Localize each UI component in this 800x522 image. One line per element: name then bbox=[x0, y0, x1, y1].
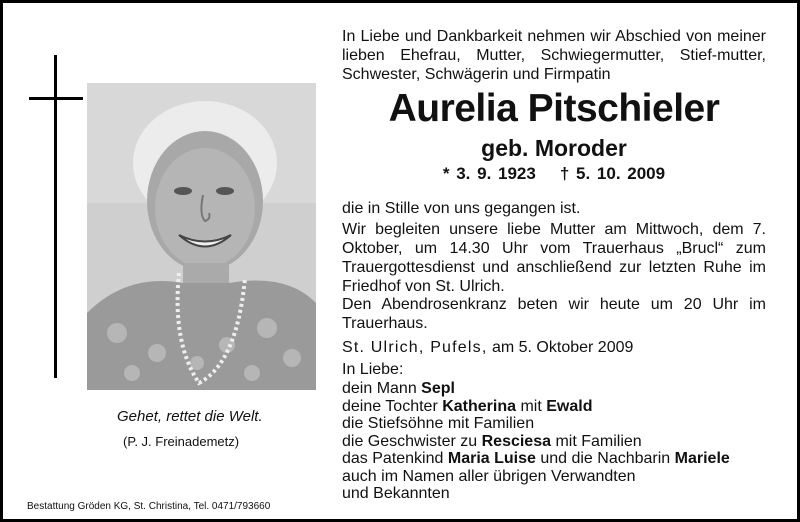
portrait-photo bbox=[87, 83, 316, 390]
motto-quote: Gehet, rettet die Welt. bbox=[117, 408, 263, 425]
deceased-name: Aurelia Pitschieler bbox=[388, 87, 720, 130]
maiden-name: geb. Moroder bbox=[481, 135, 627, 161]
passing-text: die in Stille von uns gegangen ist. bbox=[342, 200, 581, 217]
rosary-details: Den Abendrosenkranz beten wir heute um 20 Uhr im Trauerhaus. bbox=[342, 296, 766, 332]
place-date-line bbox=[342, 338, 766, 357]
list-item: das Patenkind Maria Luise und die Nachbarin Mariele bbox=[342, 450, 730, 467]
mourners-list bbox=[342, 380, 766, 503]
cross-symbol-vertical bbox=[54, 55, 57, 378]
cross-symbol-horizontal bbox=[29, 97, 83, 100]
in-liebe-heading: In Liebe: bbox=[342, 361, 404, 378]
life-dates bbox=[342, 163, 766, 185]
place: St. Ulrich, Pufels, bbox=[342, 339, 488, 356]
list-item: und Bekannten bbox=[342, 485, 450, 502]
list-item: deine Tochter Katherina mit Ewald bbox=[342, 397, 593, 415]
intro-text: In Liebe und Dankbarkeit nehmen wir Abschied von meiner lieben Ehefrau, Mutter, Schwiegermutter, Stief-mutter, Schwester, Schwägerin und Firmpatin bbox=[342, 28, 766, 83]
funeral-details: Wir begleiten unsere liebe Mutter am Mittwoch, dem 7. Oktober, um 14.30 Uhr vom Trauerhaus „Brucl“ zum Trauergottesdienst und anschließend zur letzten Ruhe im Friedhof von St. Ulrich. bbox=[342, 221, 766, 295]
death-date: † 5. 10. 2009 bbox=[559, 164, 666, 183]
motto-source: (P. J. Freinademetz) bbox=[123, 434, 240, 449]
date: am 5. Oktober 2009 bbox=[491, 339, 634, 356]
list-item: auch im Namen aller übrigen Verwandten bbox=[342, 467, 636, 485]
birth-date: * 3. 9. 1923 bbox=[442, 164, 536, 183]
list-item: die Geschwister zu Resciesa mit Familien bbox=[342, 432, 642, 450]
list-item: die Stiefsöhne mit Familien bbox=[342, 415, 535, 432]
portrait-image bbox=[87, 83, 316, 390]
funeral-home-footer: Bestattung Gröden KG, St. Christina, Tel. 0471/793660 bbox=[27, 501, 271, 512]
list-item: dein Mann Sepl bbox=[342, 380, 455, 397]
